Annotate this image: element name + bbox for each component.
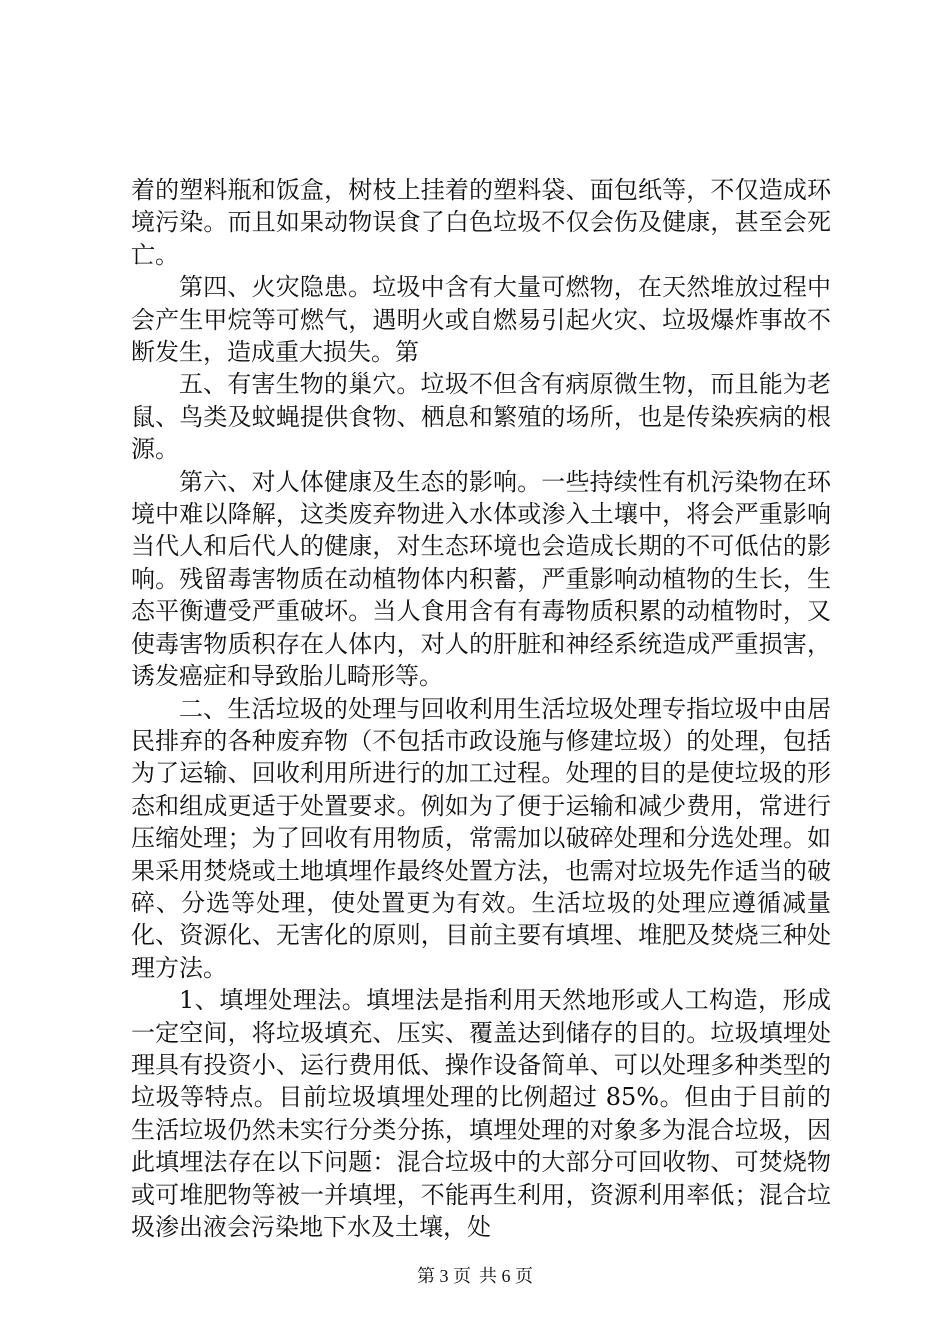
paragraph-5: 二、生活垃圾的处理与回收利用生活垃圾处理专指垃圾中由居民排弃的各种废弃物（不包括市政设施与修建垃圾）的处理，包括为了运输、回收利用所进行的加工过程。处理的目的是使垃圾的形态和组成更适于处置要求。例如为了便于运输和减少费用，常进行压缩处理；为了回收有用物质，常需加以破碎处理和分选处理。如果采用焚烧或土地填埋作最终处置方法，也需对垃圾先作适当的破碎、分选等处理，使处置更为有效。生活垃圾的处理应遵循减量化、资源化、无害化的原则，目前主要有填埋、堆肥及焚烧三种处理方法。 (131, 694, 831, 982)
page-footer (0, 1262, 950, 1288)
paragraph-2: 第四、火灾隐患。垃圾中含有大量可燃物，在天然堆放过程中会产生甲烷等可燃气，遇明火或自燃易引起火灾、垃圾爆炸事故不断发生，造成重大损失。第 (131, 273, 831, 367)
paragraph-1: 着的塑料瓶和饭盒，树枝上挂着的塑料袋、面包纸等，不仅造成环境污染。而且如果动物误食了白色垃圾不仅会伤及健康，甚至会死亡。 (131, 176, 831, 269)
page-total: 共 6 页 (479, 1266, 533, 1286)
document-body (131, 174, 831, 1243)
page-number: 第 3 页 (417, 1266, 471, 1286)
paragraph-4: 第六、对人体健康及生态的影响。一些持续性有机污染物在环境中难以降解，这类废弃物进入水体或渗入土壤中，将会严重影响当代人和后代人的健康，对生态环境也会造成长期的不可低估的影响。残留毒害物质在动植物体内积蓄，严重影响动植物的生长，生态平衡遭受严重破坏。当人食用含有有毒物质积累的动植物时，又使毒害物质积存在人体内，对人的肝脏和神经系统造成严重损害，诱发癌症和导致胎儿畸形等。 (131, 467, 831, 691)
paragraph-3: 五、有害生物的巢穴。垃圾不但含有病原微生物，而且能为老鼠、鸟类及蚊蝇提供食物、栖息和繁殖的场所，也是传染疾病的根源。 (131, 370, 831, 464)
paragraph-6: 1、填埋处理法。填埋法是指利用天然地形或人工构造，形成一定空间，将垃圾填充、压实、覆盖达到储存的目的。垃圾填埋处理具有投资小、运行费用低、操作设备简单、可以处理多种类型的垃圾等特点。目前垃圾填埋处理的比例超过 85%。但由于目前的生活垃圾仍然未实行分类分拣，填埋处理的对象多为混合垃圾，因此填埋法存在以下问题：混合垃圾中的大部分可回收物、可焚烧物或可堆肥物等被一并填埋，不能再生利用，资源利用率低；混合垃圾渗出液会污染地下水及土壤，处 (131, 986, 831, 1241)
